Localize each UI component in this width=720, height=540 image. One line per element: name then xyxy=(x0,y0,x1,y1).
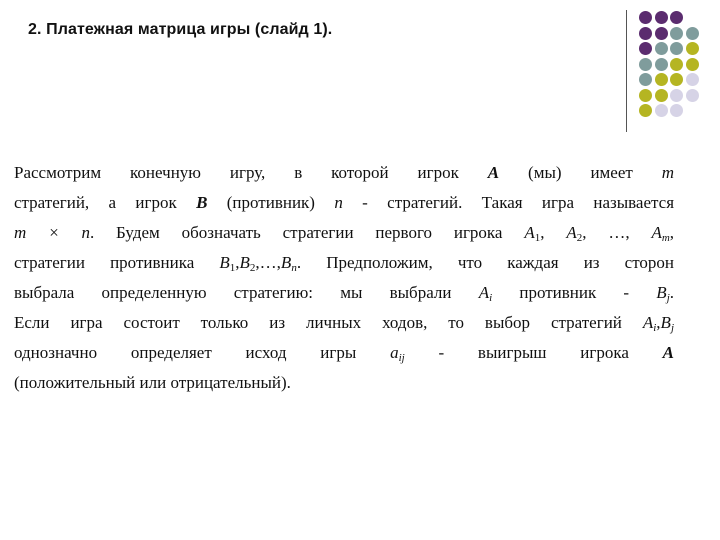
math-subscript: i xyxy=(653,322,657,334)
math-subscript: j xyxy=(666,292,670,304)
text-segment: , …, xyxy=(582,223,630,242)
math-subscript: j xyxy=(670,322,674,334)
text-segment: Рассмотрим конечную игру, в которой игрок xyxy=(14,163,459,182)
text-segment: (положительный или отрицательный). xyxy=(14,373,291,392)
math-subscript: ij xyxy=(398,352,405,364)
math-var-B1: B xyxy=(219,253,230,272)
body-line-1 xyxy=(14,158,674,188)
decor-dot xyxy=(686,89,699,102)
math-var-A: A xyxy=(662,343,675,362)
decor-dot xyxy=(670,104,683,117)
text-segment: стратегии противника xyxy=(14,253,195,272)
body-line-5 xyxy=(14,278,674,308)
decor-dot xyxy=(639,27,652,40)
math-subscript: 1 xyxy=(534,232,541,244)
decor-dot xyxy=(655,11,668,24)
math-var-Bj: B xyxy=(656,283,667,302)
decor-dot xyxy=(670,73,683,86)
decor-dot xyxy=(639,89,652,102)
text-segment: выбрала определенную стратегию: мы выбрали xyxy=(14,283,452,302)
decor-dot xyxy=(670,89,683,102)
math-var-B2: B xyxy=(239,253,250,272)
body-line-3 xyxy=(14,218,674,248)
text-segment: , xyxy=(669,223,675,242)
decor-dot xyxy=(655,104,668,117)
math-subscript: 2 xyxy=(249,262,256,274)
math-var-Ai: A xyxy=(642,313,654,332)
math-subscript: n xyxy=(291,262,297,274)
body-line-4 xyxy=(14,248,674,278)
text-segment: (противник) xyxy=(226,193,315,212)
slide-body xyxy=(14,158,674,398)
decor-dot xyxy=(686,73,699,86)
text-segment: . xyxy=(669,283,674,302)
math-var-Am: A xyxy=(651,223,662,242)
decor-dot xyxy=(639,58,652,71)
decor-dot xyxy=(670,42,683,55)
text-segment: ,…, xyxy=(255,253,281,272)
decor-dot xyxy=(639,73,652,86)
decor-dot xyxy=(686,42,699,55)
text-segment: . Предположим, что каждая из сторон xyxy=(296,253,674,272)
decor-dot xyxy=(655,42,668,55)
decor-dot xyxy=(686,27,699,40)
math-m-times-n: m × n xyxy=(14,223,90,242)
slide-title: 2. Платежная матрица игры (слайд 1). xyxy=(28,21,333,38)
decor-dot xyxy=(670,27,683,40)
text-segment: , xyxy=(540,223,545,242)
text-segment: противник - xyxy=(519,283,630,302)
text-segment: , xyxy=(235,253,240,272)
body-line-2 xyxy=(14,188,674,218)
math-subscript: 2 xyxy=(576,232,583,244)
body-line-8 xyxy=(14,368,674,398)
math-var-A2: A xyxy=(566,223,577,242)
math-var-B: B xyxy=(196,193,208,212)
math-subscript: m xyxy=(661,232,670,244)
decor-dot xyxy=(670,11,683,24)
math-var-aij: a xyxy=(390,343,399,362)
math-subscript: 1 xyxy=(229,262,236,274)
text-segment: стратегий, а игрок xyxy=(14,193,177,212)
body-line-6 xyxy=(14,308,674,338)
text-segment: , xyxy=(656,313,661,332)
text-segment: (мы) имеет xyxy=(528,163,633,182)
text-segment: однозначно определяет исход игры xyxy=(14,343,357,362)
text-segment: - выигрыш игрока xyxy=(438,343,629,362)
math-var-n: n xyxy=(334,193,343,212)
text-segment: - стратегий. Такая игра называется xyxy=(362,193,675,212)
decor-dot xyxy=(639,42,652,55)
math-var-Bn: B xyxy=(280,253,292,272)
math-var-m: m xyxy=(661,163,675,182)
decor-dot xyxy=(655,27,668,40)
math-var-Bj: B xyxy=(660,313,671,332)
decor-dot xyxy=(639,104,652,117)
decor-dot xyxy=(655,73,668,86)
decor-dot xyxy=(639,11,652,24)
body-line-7 xyxy=(14,338,674,368)
decor-dot xyxy=(686,58,699,71)
math-var-A: A xyxy=(487,163,500,182)
decor-dot xyxy=(655,58,668,71)
text-segment: Если игра состоит только из личных ходов, то выбор стратегий xyxy=(14,313,622,332)
decor-dot xyxy=(655,89,668,102)
decor-divider-line xyxy=(626,10,627,132)
math-var-A1: A xyxy=(524,223,535,242)
decor-dot-grid xyxy=(639,11,711,119)
decor-dot xyxy=(670,58,683,71)
math-var-Ai: A xyxy=(478,283,490,302)
text-segment: . Будем обозначать стратегии первого игрока xyxy=(89,223,503,242)
math-subscript: i xyxy=(489,292,493,304)
